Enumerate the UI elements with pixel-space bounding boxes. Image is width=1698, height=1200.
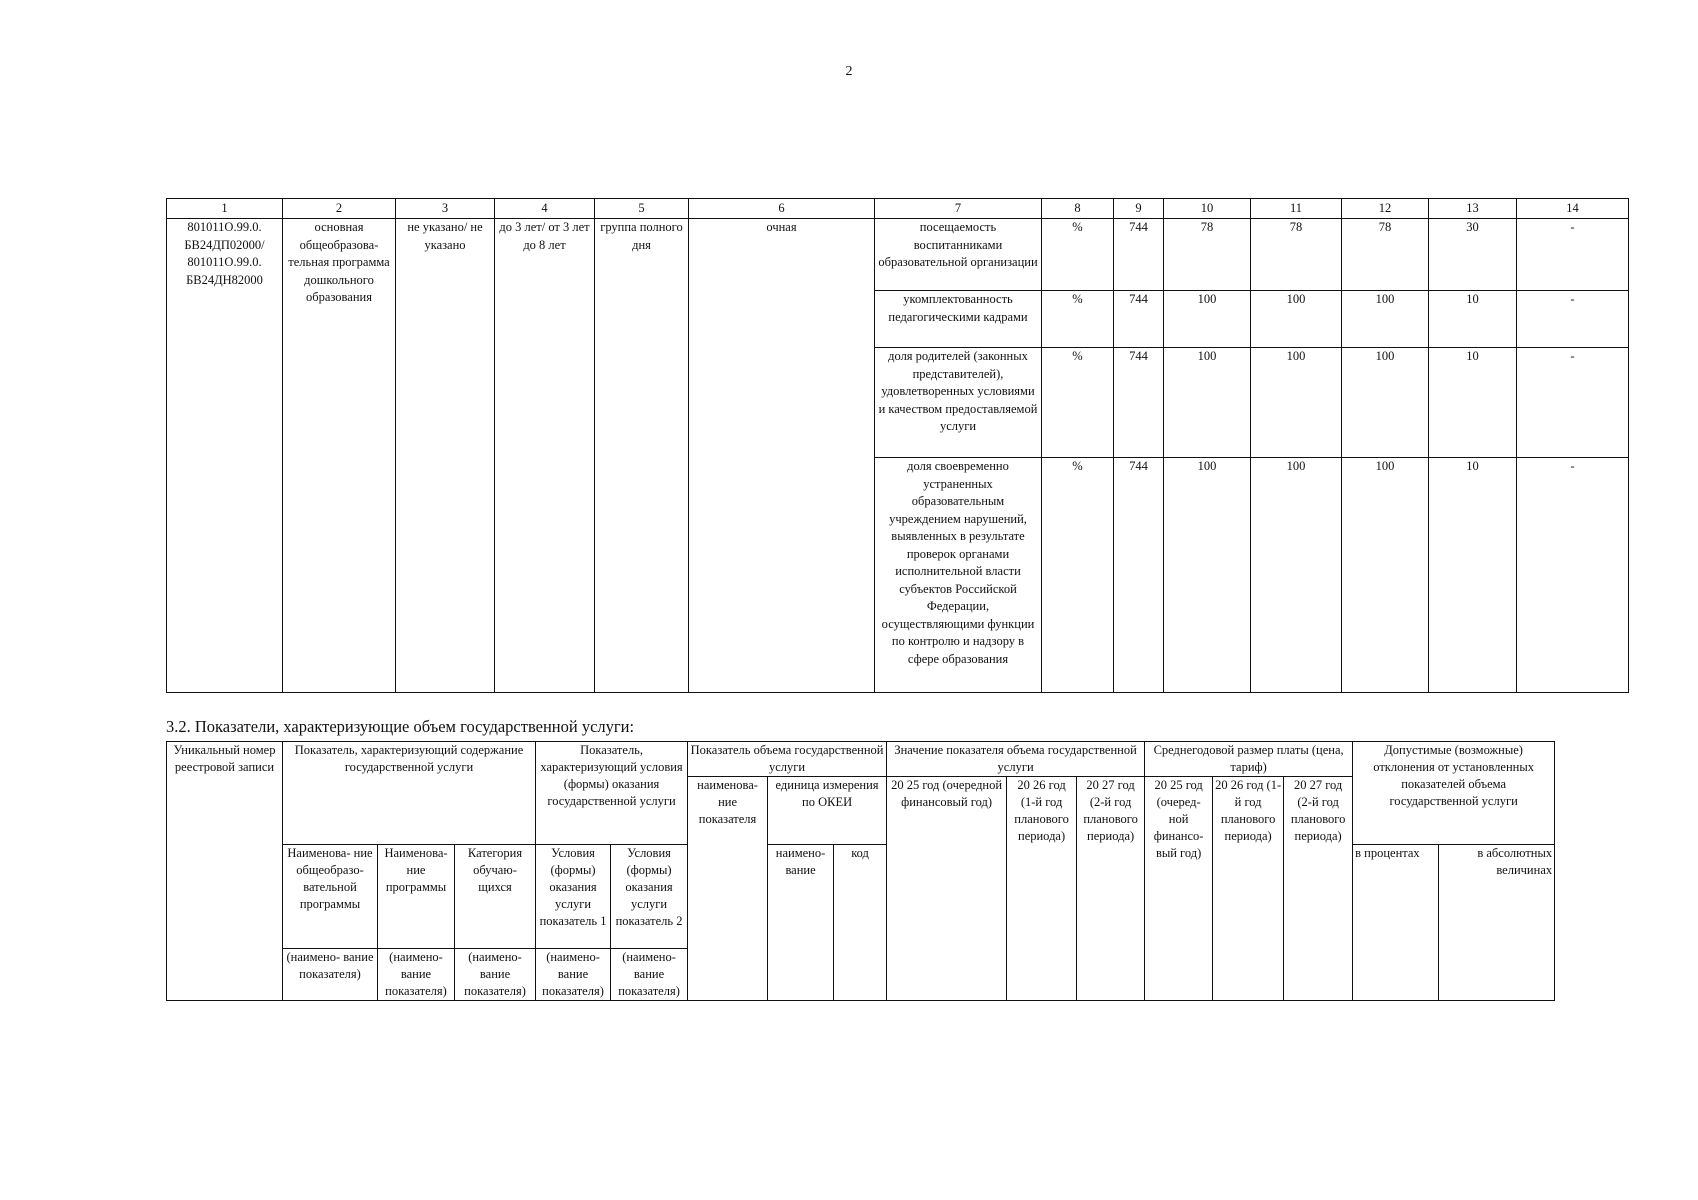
group-type: группа полного дня <box>595 219 689 693</box>
education-form: очная <box>689 219 875 693</box>
header-fee-2026: 20 26 год (1-й год планового периода) <box>1213 777 1284 1001</box>
deviation-absolute: - <box>1517 348 1629 458</box>
header-value-2026: 20 26 год (1-й год планового периода) <box>1007 777 1077 1001</box>
unit-code: 744 <box>1114 458 1164 693</box>
header-name-note: (наимено- вание показателя) <box>455 949 536 1001</box>
header-unit-name: наимено- вание <box>768 845 834 1001</box>
quality-indicators-table <box>166 198 1629 693</box>
program-type: не указано/ не указано <box>396 219 495 693</box>
header-unit-code: код <box>834 845 887 1001</box>
header-service-conditions: Показатель, характеризующий условия (формы) оказания государственной услуги <box>536 742 688 845</box>
header-value-2027: 20 27 год (2-й год планового периода) <box>1077 777 1145 1001</box>
header-condition-2: Условия (формы) оказания услуги показатель 2 <box>611 845 688 949</box>
deviation-percent: 10 <box>1429 291 1517 348</box>
volume-indicators-table <box>166 741 1555 1001</box>
column-number: 7 <box>875 199 1042 219</box>
unit-name: % <box>1042 348 1114 458</box>
header-indicator-name: наименова- ние показателя <box>688 777 768 1001</box>
header-annual-fee: Среднегодовой размер платы (цена, тариф) <box>1145 742 1353 777</box>
column-number: 8 <box>1042 199 1114 219</box>
value-2026: 100 <box>1251 348 1342 458</box>
header-volume-indicator: Показатель объема государственной услуги <box>688 742 887 777</box>
unit-name: % <box>1042 291 1114 348</box>
header-program: Наименова- ние программы <box>378 845 455 949</box>
column-number: 11 <box>1251 199 1342 219</box>
program-name: основная общеобразова- тельная программа дошкольного образования <box>283 219 396 693</box>
header-name-note: (наимено- вание показателя) <box>611 949 688 1001</box>
header-student-category: Категория обучаю- щихся <box>455 845 536 949</box>
unit-code: 744 <box>1114 291 1164 348</box>
header-service-content: Показатель, характеризующий содержание государственной услуги <box>283 742 536 845</box>
student-age: до 3 лет/ от 3 лет до 8 лет <box>495 219 595 693</box>
unit-name: % <box>1042 219 1114 291</box>
indicator-name: доля родителей (законных представителей), удовлетворенных условиями и качеством предоставляемой услуги <box>875 348 1042 458</box>
deviation-absolute: - <box>1517 458 1629 693</box>
header-allowed-deviations: Допустимые (возможные) отклонения от установленных показателей объема государственной услуги <box>1353 742 1555 845</box>
indicator-name: посещаемость воспитанниками образовательной организации <box>875 219 1042 291</box>
page-number: 2 <box>845 64 853 79</box>
header-registry-number: Уникальный номер реестровой записи <box>167 742 283 1001</box>
column-number: 4 <box>495 199 595 219</box>
header-volume-values: Значение показателя объема государственной услуги <box>887 742 1145 777</box>
indicator-name: укомплектованность педагогическими кадрами <box>875 291 1042 348</box>
value-2025: 100 <box>1164 348 1251 458</box>
value-2027: 78 <box>1342 219 1429 291</box>
section-title: 3.2. Показатели, характеризующие объем государственной услуги: <box>166 717 635 736</box>
header-fee-2027: 20 27 год (2-й год планового периода) <box>1284 777 1353 1001</box>
deviation-percent: 30 <box>1429 219 1517 291</box>
value-2027: 100 <box>1342 348 1429 458</box>
deviation-percent: 10 <box>1429 458 1517 693</box>
deviation-absolute: - <box>1517 219 1629 291</box>
deviation-percent: 10 <box>1429 348 1517 458</box>
value-2027: 100 <box>1342 458 1429 693</box>
column-number: 12 <box>1342 199 1429 219</box>
value-2026: 100 <box>1251 291 1342 348</box>
header-name-note: (наимено- вание показателя) <box>536 949 611 1001</box>
unit-name: % <box>1042 458 1114 693</box>
unit-code: 744 <box>1114 219 1164 291</box>
header-value-2025: 20 25 год (очередной финансовый год) <box>887 777 1007 1001</box>
column-number: 10 <box>1164 199 1251 219</box>
header-name-note: (наимено- вание показателя) <box>283 949 378 1001</box>
header-name-note: (наимено- вание показателя) <box>378 949 455 1001</box>
registry-number: 801011О.99.0. БВ24ДП02000/ 801011О.99.0. БВ24ДН82000 <box>167 219 283 693</box>
value-2025: 100 <box>1164 458 1251 693</box>
column-number-row <box>167 199 1629 219</box>
header-program-name: Наименова- ние общеобразо- вательной программы <box>283 845 378 949</box>
column-number: 14 <box>1517 199 1629 219</box>
column-number: 5 <box>595 199 689 219</box>
unit-code: 744 <box>1114 348 1164 458</box>
column-number: 1 <box>167 199 283 219</box>
header-unit-okei: единица измерения по ОКЕИ <box>768 777 887 845</box>
column-number: 9 <box>1114 199 1164 219</box>
value-2027: 100 <box>1342 291 1429 348</box>
column-number: 13 <box>1429 199 1517 219</box>
deviation-absolute: - <box>1517 291 1629 348</box>
column-number: 2 <box>283 199 396 219</box>
header-deviation-absolute: в абсолютных величинах <box>1439 845 1555 1001</box>
value-2025: 78 <box>1164 219 1251 291</box>
header-row <box>167 742 1555 777</box>
table-row <box>167 219 1629 291</box>
header-deviation-percent: в процентах <box>1353 845 1439 1001</box>
value-2026: 100 <box>1251 458 1342 693</box>
column-number: 3 <box>396 199 495 219</box>
value-2025: 100 <box>1164 291 1251 348</box>
indicator-name: доля своевременно устраненных образовательным учреждением нарушений, выявленных в результате проверок органами исполнительной власти субъектов Российской Федерации, осуществляющими функции по контролю и надзору в сфере образования <box>875 458 1042 693</box>
column-number: 6 <box>689 199 875 219</box>
value-2026: 78 <box>1251 219 1342 291</box>
header-fee-2025: 20 25 год (очеред- ной финансо- вый год) <box>1145 777 1213 1001</box>
header-condition-1: Условия (формы) оказания услуги показатель 1 <box>536 845 611 949</box>
